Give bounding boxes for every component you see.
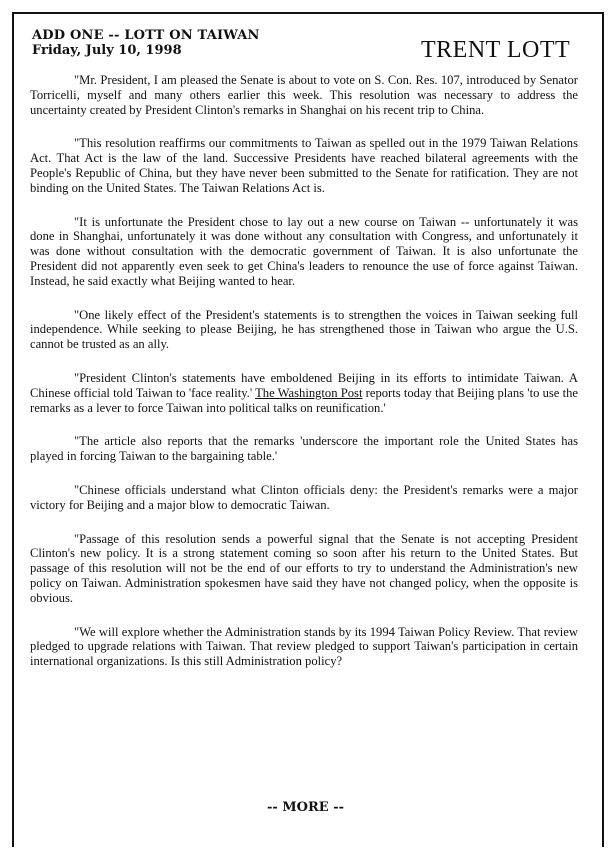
page-border-top — [12, 12, 604, 14]
paragraph-7: "Chinese officials understand what Clinton officials deny: the President's remarks were a major victory for Beijing and a major blow to democratic Taiwan. — [30, 482, 578, 512]
release-title: ADD ONE -- LOTT ON TAIWAN — [32, 28, 260, 43]
paragraph-5-start: "President Clinton's statements have emboldened Beijing in its efforts to intimidate Taiwan. A Chinese official told Taiwan to 'face reality.' — [30, 370, 578, 400]
paragraph-8: "Passage of this resolution sends a powerful signal that the Senate is not accepting President Clinton's new policy. It is a strong statement coming so soon after his return to the United States. But passage of this resolution will not be the end of our efforts to try to understand the Administration's new policy on Taiwan. Administration spokesmen have said they have not changed policy, when the opposite is obvious. — [30, 531, 578, 605]
more-indicator: -- MORE -- — [266, 800, 345, 815]
letterhead-name: TRENT LOTT — [421, 37, 571, 63]
paragraph-2: "This resolution reaffirms our commitments to Taiwan as spelled out in the 1979 Taiwan Relations Act. That Act is the law of the land. Successive Presidents have reached bilateral agreements with the People's Republic of China, but they have never been submitted to the Senate for ratification. They are not binding on the United States. The Taiwan Relations Act is. — [30, 136, 578, 195]
paragraph-5 — [30, 371, 578, 415]
paragraph-4: "One likely effect of the President's statements is to strengthen the voices in Taiwan seeking full independence. While seeking to please Beijing, he has strengthened those in Taiwan who argue the U.S. cannot be trusted as an ally. — [30, 307, 578, 352]
paragraph-5-end: reports today that Beijing plans 'to use the remarks as a lever to force Taiwan into political talks on reunification.' — [30, 385, 578, 415]
release-date: Friday, July 10, 1998 — [32, 43, 182, 58]
paragraph-1: "Mr. President, I am pleased the Senate is about to vote on S. Con. Res. 107, introduced by Senator Torricelli, myself and many others earlier this week. This resolution was necessary to address the uncertainty created by President Clinton's remarks in Shanghai on his recent trip to China. — [30, 73, 578, 117]
page-border-right — [602, 12, 604, 847]
statement-body — [30, 73, 578, 688]
paragraph-6: "The article also reports that the remarks 'underscore the important role the United States has played in forcing Taiwan to the bargaining table.' — [30, 434, 578, 464]
paragraph-3: "It is unfortunate the President chose to lay out a new course on Taiwan -- unfortunately it was done in Shanghai, unfortunately it was done without any consultation with Congress, and unfortunately it was done without consultation with the democratic government of Taiwan. It is also unfortunate the President did not apparently even seek to get China's leaders to renounce the use of force against Taiwan. Instead, he said exactly what Beijing wanted to hear. — [30, 214, 578, 288]
page-border-left — [12, 12, 14, 847]
newspaper-title: The Washington Post — [255, 385, 363, 400]
paragraph-9: "We will explore whether the Administration stands by its 1994 Taiwan Policy Review. That review pledged to upgrade relations with Taiwan. That review pledged to support Taiwan's participation in certain international organizations. Is this still Administration policy? — [30, 624, 578, 669]
